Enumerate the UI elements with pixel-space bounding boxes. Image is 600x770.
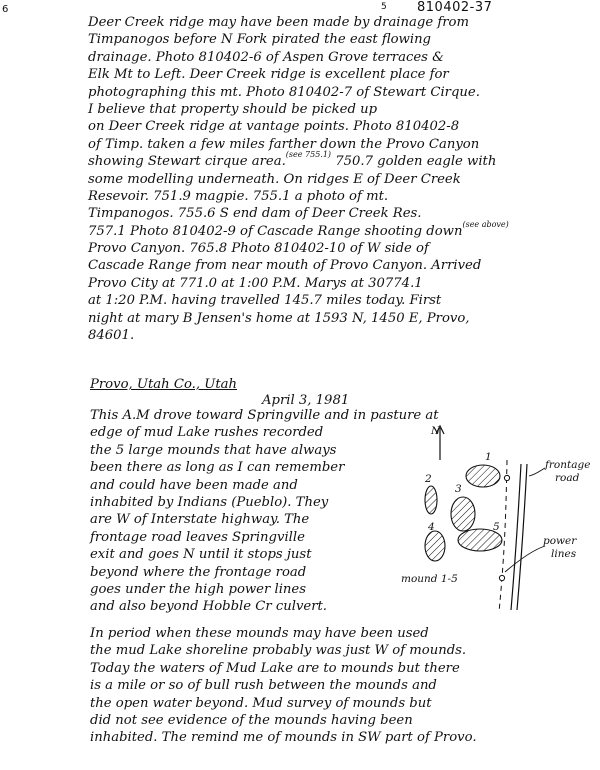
power-pole-icon	[504, 475, 509, 480]
text-line-part: 750.7 golden eagle with	[331, 154, 497, 170]
text-line: goes under the high power lines	[90, 581, 306, 597]
text-line: Provo Canyon. 765.8 Photo 810402-10 of W side of	[88, 241, 429, 257]
mound-number: 5	[493, 521, 500, 533]
text-line: 84601.	[88, 328, 135, 344]
north-label: N	[431, 425, 441, 437]
text-line-part: showing Stewart cirque area.	[88, 154, 286, 170]
text-line: exit and goes N until it stops just	[90, 547, 312, 563]
text-line-part: 757.1 Photo 810402-9 of Cascade Range shooting down	[88, 223, 463, 239]
text-line: of Timp. taken a few miles farther down the Provo Canyon	[88, 136, 480, 152]
mound-number: 2	[425, 473, 432, 485]
text-line	[88, 344, 509, 361]
text-line: is a mile or so of bull rush between the mounds and	[90, 678, 437, 694]
mound-sketch-map	[395, 420, 600, 620]
location-heading: Provo, Utah Co., Utah	[90, 377, 237, 392]
entry-date: April 3, 1981	[262, 393, 350, 408]
text-line: some modelling underneath. On ridges E of Deer Creek	[88, 171, 461, 187]
margin-insert: (see 755.1)	[285, 150, 332, 160]
text-line: Resevoir. 751.9 magpie. 755.1 a photo of mt.	[88, 188, 389, 204]
text-line	[88, 275, 509, 292]
text-line: I believe that property should be picked up	[88, 101, 378, 117]
text-line: Timpanogos before N Fork pirated the east flowing	[88, 32, 432, 48]
frontage-road-edge	[511, 464, 521, 610]
mound-1	[466, 465, 500, 487]
text-line: Deer Creek ridge may have been made by drainage from	[88, 15, 469, 30]
text-line: and also beyond Hobble Cr culvert.	[90, 599, 328, 615]
page-number-mark: 5	[381, 2, 387, 12]
text-line: frontage road leaves Springville	[90, 529, 305, 545]
text-line: Timpanogos. 755.6 S end dam of Deer Creek Res.	[88, 206, 422, 222]
page-id: 810402-37	[417, 0, 493, 15]
text-line: Today the waters of Mud Lake are to mounds but there	[90, 660, 460, 676]
text-line: edge of mud Lake rushes recorded	[90, 425, 324, 441]
text-line	[88, 150, 509, 170]
text-line: did not see evidence of the mounds having been	[90, 712, 413, 728]
entry-paragraph-1	[88, 14, 509, 362]
text-line: inhabited by Indians (Pueblo). They	[90, 494, 329, 510]
text-line	[90, 747, 477, 764]
sketch-caption: mound 1-5	[401, 573, 458, 585]
text-line	[88, 219, 509, 240]
power-lines-label: lines	[551, 548, 577, 560]
text-line-part: Marys at 30774.1	[300, 275, 423, 291]
power-pole-icon	[499, 575, 504, 580]
frontage-road-edge	[517, 464, 527, 610]
text-line: the mud Lake shoreline probably was just W of mounds.	[90, 643, 467, 659]
text-line: Cascade Range from near mouth of Provo Canyon. Arrived	[88, 258, 482, 274]
corner-mark: 6	[2, 4, 9, 15]
text-line: drainage. Photo 810402-6 of Aspen Grove terraces &	[88, 49, 444, 65]
frontage-road-label: frontage	[545, 459, 591, 471]
text-line: beyond where the frontage road	[90, 564, 307, 580]
text-line: been there as long as I can remember	[90, 460, 345, 476]
text-line: inhabited. The remind me of mounds in SW part of Provo.	[90, 730, 477, 746]
text-line: on Deer Creek ridge at vantage points. Photo 810402-8	[88, 119, 460, 135]
margin-insert: (see above)	[462, 219, 509, 229]
mound-number: 1	[485, 451, 492, 463]
entry-paragraph-3	[90, 625, 477, 764]
frontage-road-label: road	[555, 472, 580, 484]
mound-number: 4	[428, 521, 435, 533]
text-line: are W of Interstate highway. The	[90, 512, 310, 528]
mound-4	[425, 531, 445, 561]
mound-3	[451, 497, 475, 531]
mound-number: 3	[455, 483, 462, 495]
text-line: This A.M drove toward Springville and in pasture at	[90, 408, 439, 423]
text-line: the open water beyond. Mud survey of mounds but	[90, 695, 432, 711]
text-line: night at mary B Jensen's home at 1593 N, 1450 E, Provo,	[88, 310, 470, 326]
text-line: at 1:20 P.M. having travelled 145.7 miles today. First	[88, 293, 442, 309]
mound-2	[425, 486, 437, 514]
text-line: In period when these mounds may have been used	[90, 626, 429, 641]
text-line: photographing this mt. Photo 810402-7 of Stewart Cirque.	[88, 84, 480, 100]
text-line-part: Provo City at 771.0 at 1:00 P.M.	[88, 275, 301, 291]
entry-paragraph-2	[90, 407, 439, 616]
text-line: Elk Mt to Left. Deer Creek ridge is excellent place for	[88, 67, 449, 83]
text-line: and could have been made and	[90, 477, 298, 493]
text-line: the 5 large mounds that have always	[90, 442, 337, 458]
power-lines-label: power	[543, 535, 577, 547]
